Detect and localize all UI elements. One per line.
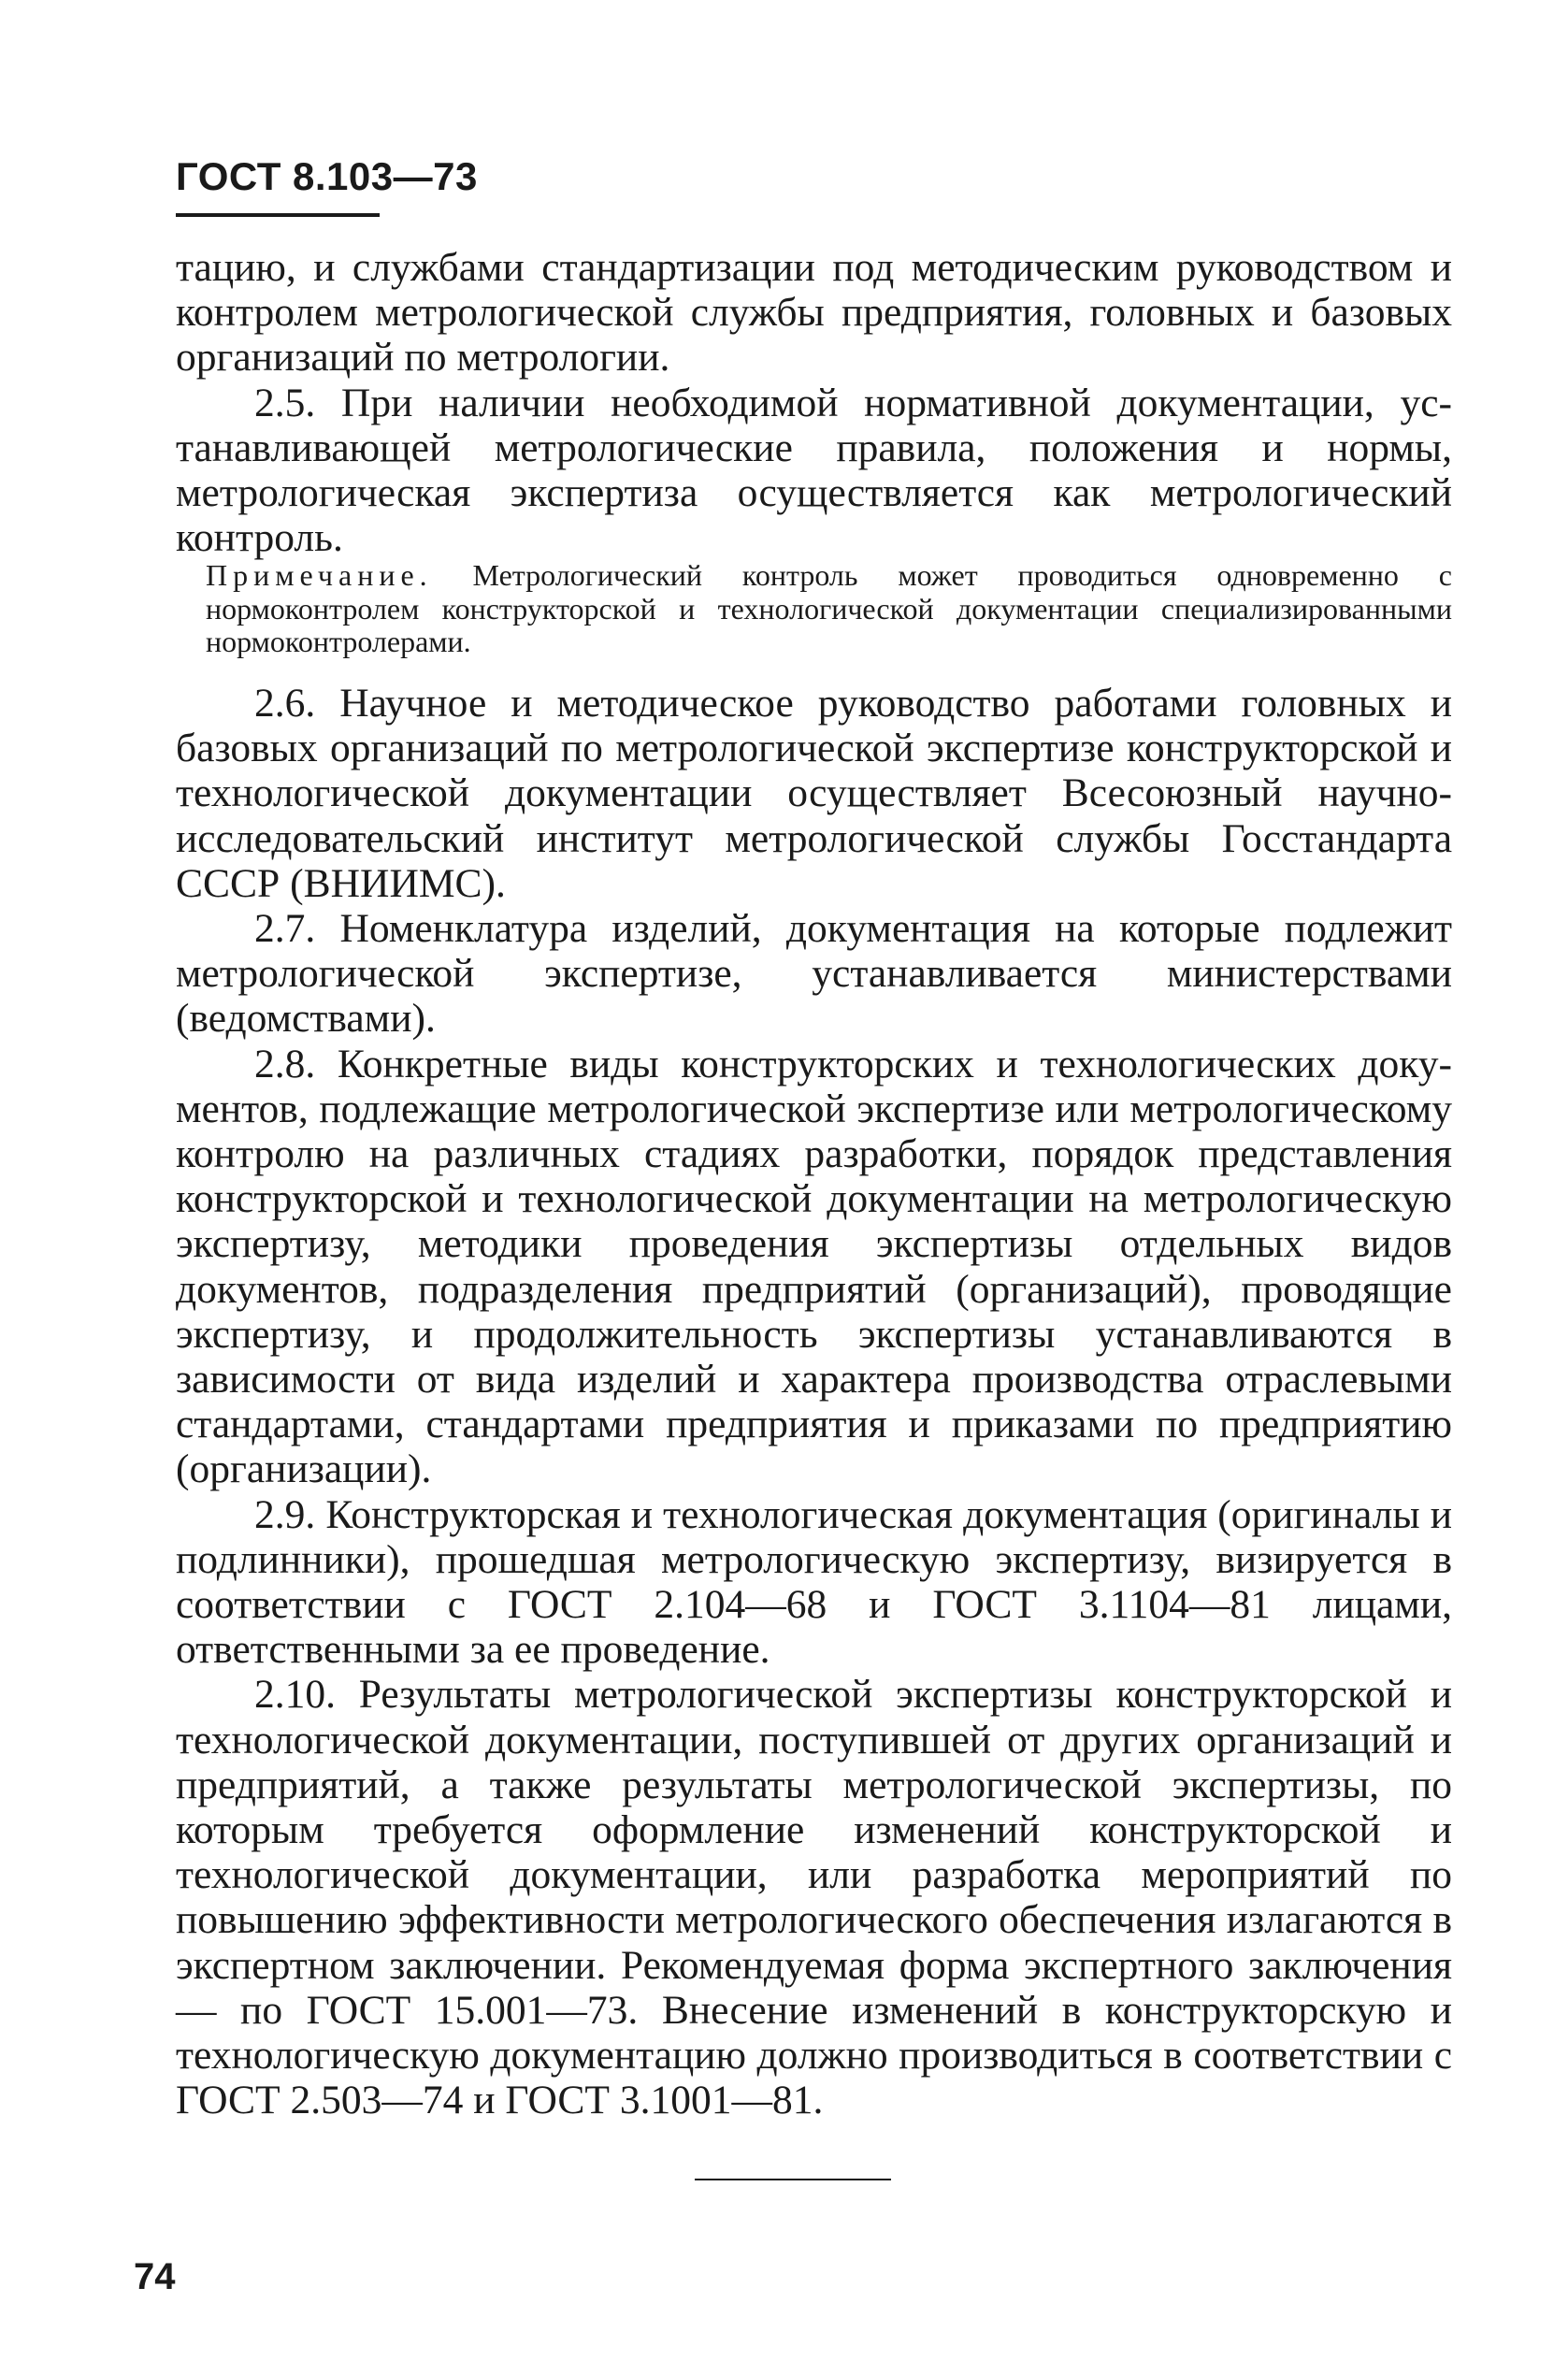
paragraph-continuation: тацию, и службами стандартизации под методическим руководством и контролем метрологической службы предприятия, головных и базовых организаций по метрологии. xyxy=(176,245,1452,381)
paragraph-2-7: 2.7. Номенклатура изделий, документация на которые подлежит метрологической экспертизе, устанавливается министерствами (ведомствами). xyxy=(176,906,1452,1042)
paragraph-2-5: 2.5. При наличии необходимой нормативной документации, устанавливающей метрологические правила, положения и нормы, метрологическая экспертиза осуществляется как метрологический контроль. xyxy=(176,380,1452,561)
paragraph-2-10: 2.10. Результаты метрологической экспертизы конструкторской и технологической документации, поступившей от других организаций и предприятий, а также результаты метрологической экспертизы, по которым требуется оформление изменений конструкторской и технологической документации, или разработка мероприятий по повышению эффективности метрологического обеспечения излагаются в экспертном заключении. Рекомендуемая форма экспертного заключения — по ГОСТ 15.001—73. Внесение изменений в конструкторскую и технологическую документацию должно производиться в соответствии с ГОСТ 2.503—74 и ГОСТ 3.1001—81. xyxy=(176,1672,1452,2123)
text-block-main xyxy=(176,681,1452,2123)
header-underline xyxy=(176,213,380,217)
page-number: 74 xyxy=(134,2256,176,2297)
note-text: Метрологический контроль может проводиться одновременно с нормоконтролем конструкторской и технологической документации специализированными нормоконтролерами. xyxy=(206,558,1453,658)
paragraph-2-6: 2.6. Научное и методическое руководство работами головных и базовых организаций по метрологической экспертизе конструкторской и технологической документации осуществляет Всесоюзный научно-исследовательский институт метрологической службы Госстандарта СССР (ВНИИМС). xyxy=(176,681,1452,906)
paragraph-2-9: 2.9. Конструкторская и технологическая документация (оригиналы и подлинники), прошедшая метрологическую экспертизу, визируется в соответствии с ГОСТ 2.104—68 и ГОСТ 3.1104—81 лицами, ответственными за ее проведение. xyxy=(176,1491,1452,1673)
note-block xyxy=(206,559,1452,659)
standard-header: ГОСТ 8.103—73 xyxy=(176,154,478,198)
note-label: Примечание. xyxy=(206,558,433,592)
text-block-top xyxy=(176,245,1452,560)
paragraph-2-8: 2.8. Конкретные виды конструкторских и технологических документов, подлежащие метрологической экспертизе или метрологическому контролю на различных стадиях разработки, порядок представления конструкторской и технологической документации на метрологическую экспертизу, методики проведения экспертизы отдельных видов документов, подразделения предприятий (организаций), проводящие экспертизу, и продолжительность экспертизы устанавливаются в зависимости от вида изделий и характера производства отраслевыми стандартами, стандартами предприятия и приказами по предприятию (организации). xyxy=(176,1041,1452,1492)
end-of-section-rule xyxy=(695,2179,891,2180)
